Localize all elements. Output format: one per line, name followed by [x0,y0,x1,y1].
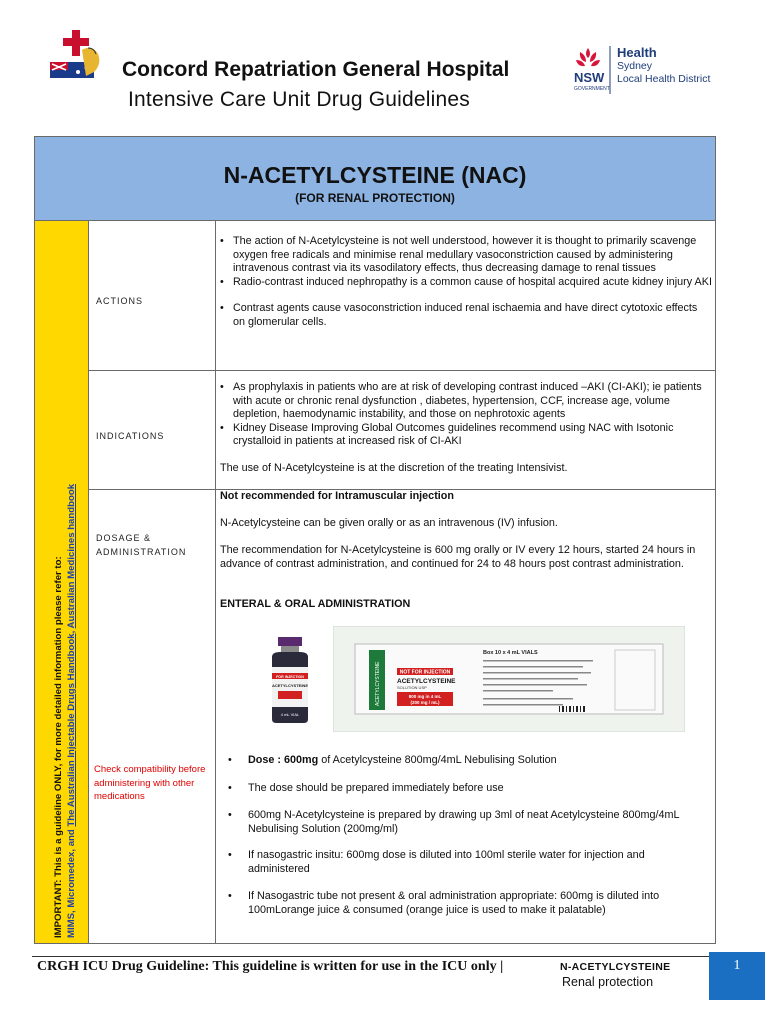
dose-item-2: • The dose should be prepared immediately before use [228,782,504,794]
injectable-drugs-handbook-link[interactable]: The Australian Injectable Drugs Handbook [66,633,77,827]
actions-bullet-2: • Radio-contrast induced nephropathy is a common cause of hospital acquired acute kidney injury AKI [220,276,712,290]
nac-box-image [333,626,685,732]
enteral-heading: ENTERAL & ORAL ADMINISTRATION [220,598,411,610]
nsw-gov-text: GOVERNMENT [574,86,610,92]
refs-separator: , [66,628,77,634]
important-note-line2 [65,238,78,938]
unit-title: Intensive Care Unit Drug Guidelines [128,88,470,111]
nsw-health-text [617,45,710,85]
vial-bottom-text: 4 mL VIAL [280,712,300,717]
medicines-handbook-link[interactable]: Australian Medicines handbook [66,483,77,629]
concord-hospital-logo [48,28,110,82]
indications-label: INDICATIONS [96,431,165,441]
actions-bullet-3: • Contrast agents cause vasoconstriction induced renal ischaemia and have direct cytotoxic effects on glomerular cells. [220,302,712,329]
dosage-label-line2: ADMINISTRATION [96,547,187,557]
box-name-text: ACETYLCYSTEINE [397,678,456,685]
row-divider-actions [88,370,715,371]
nsw-health-line2: Sydney [617,60,653,72]
nsw-health-line3: Local Health District [617,72,711,85]
box-top-text: Box 10 x 4 mL VIALS [483,650,538,656]
page-number: 1 [733,958,741,973]
nsw-brand-text: NSW [574,70,605,85]
drug-title: N-ACETYLCYSTEINE (NAC) [223,162,527,188]
footer-divider [32,956,718,957]
dose-item-3: • 600mg N-Acetylcysteine is prepared by drawing up 3ml of neat Acetylcysteine 800mg/4mL Nebulising Solution (200mg/ml) [228,809,680,835]
dose-label: Dose : 600mg [248,754,319,766]
footer-subtitle: Renal protection [562,975,654,989]
footer-drug-name: N-ACETYLCYSTEINE [560,961,671,973]
nac-vial-image [266,637,314,723]
compatibility-note: Check compatibility before administering with other medications [94,764,206,802]
vial-small-text: FOR INJECTION [276,675,304,679]
dose-item-5-text: If Nasogastric tube not present & oral administration appropriate: 600mg is diluted into 100mLorange juice & consumed (orange juice is used to make it palatable) [248,890,660,916]
important-note [52,238,78,938]
column-divider [215,221,216,943]
actions-label: ACTIONS [96,296,144,306]
dosage-label [96,531,186,559]
im-warning: Not recommended for Intramuscular injection [220,490,454,502]
actions-bullet-1: • The action of N-Acetylcysteine is not well understood, however it is thought to primarily scavenge oxygen free radicals and minimise renal medullary vasoconstriction caused by administering intravenous contrast via its vasodilatory effects, thus decreasing damage to renal tissues [220,235,712,276]
dose-item-1: • Dose : 600mg of Acetylcysteine 800mg/4mL Nebulising Solution [228,754,557,766]
dose-rest: of Acetylcysteine 800mg/4mL Nebulising Solution [318,754,557,766]
dose-item-4: • If nasogastric insitu: 600mg dose is diluted into 100ml sterile water for injection and administered [228,849,645,875]
footer-text: CRGH ICU Drug Guideline: This guideline is written for use in the ICU only | [37,959,504,974]
refs-prefix: MIMS, Micromedex, and [66,826,77,938]
dose-item-3-text: 600mg N-Acetylcysteine is prepared by drawing up 3ml of neat Acetylcysteine 800mg/4mL Nebulising Solution (200mg/ml) [248,809,680,835]
dose-item-5: • If Nasogastric tube not present & oral administration appropriate: 600mg is diluted into 100mLorange juice & consumed (orange juice is used to make it palatable) [228,890,660,916]
drug-subtitle: (FOR RENAL PROTECTION) [295,191,455,205]
box-warning-text: NOT FOR INJECTION [399,669,451,676]
dosage-para-1: N-Acetylcysteine can be given orally or as an intravenous (IV) infusion. [220,517,558,529]
important-note-line1: IMPORTANT: This is a guideline ONLY, for more detailed information please refer to: [53,556,64,938]
box-sub-text: SOLUTION USP [397,685,427,690]
box-dose2-text: (200 mg / mL) [410,700,440,705]
actions-content [220,235,712,330]
vial-label-text: ACETYLCYSTEINE [271,683,309,688]
indications-bullet-1: • As prophylaxis in patients who are at risk of developing contrast induced –AKI (CI-AKI); ie patients with acute or chronic renal dysfunction , diabetes, hypertension, CCF, increase age, volume depletion, haemodynamic instability, and those on nephrotoxic agents [220,381,712,422]
dose-item-4-text: If nasogastric insitu: 600mg dose is diluted into 100ml sterile water for injection and administered [248,849,645,875]
indications-content [220,381,712,476]
indications-bullet-2: • Kidney Disease Improving Global Outcomes guidelines recommend using NAC with Isotonic crystalloid in patients at increased risk of CI-AKI [220,422,712,449]
dose-item-2-text: The dose should be prepared immediately before use [248,782,504,794]
dosage-para-2: The recommendation for N-Acetylcysteine is 600 mg orally or IV every 12 hours, started 24 hours in advance of contrast administration, and continued for 24 to 48 hours post contrast administration. [220,544,696,570]
nsw-health-label: Health [617,45,657,60]
dosage-label-line1: DOSAGE & [96,533,152,543]
box-side-text: ACETYLCYSTEINE [375,661,381,706]
box-dose1-text: 800 mg in 4 mL [408,694,442,699]
hospital-name: Concord Repatriation General Hospital [122,58,510,81]
indications-note: The use of N-Acetylcysteine is at the discretion of the treating Intensivist. [220,461,568,474]
